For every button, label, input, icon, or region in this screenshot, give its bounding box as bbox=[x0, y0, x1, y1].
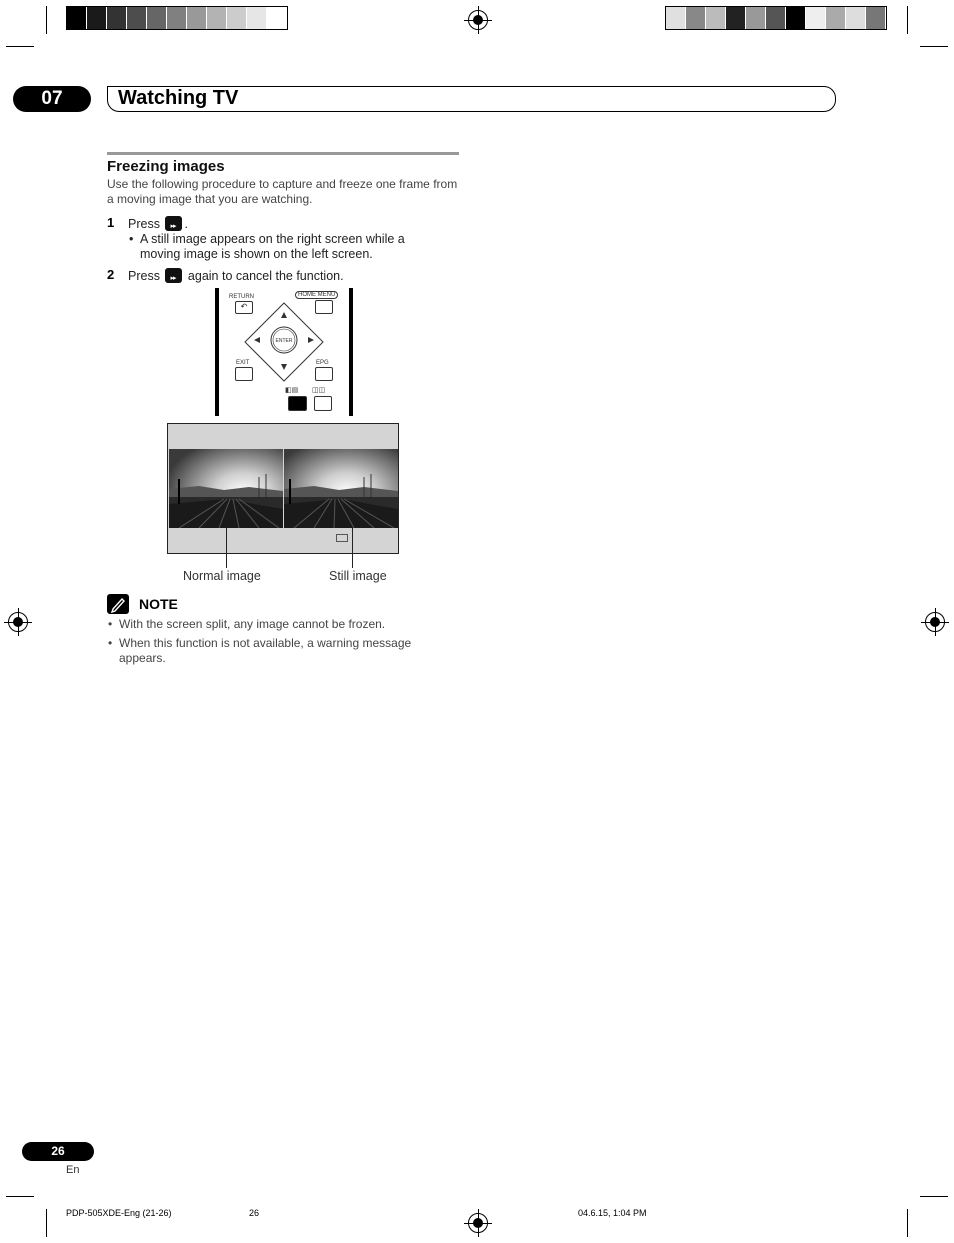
normal-image-panel bbox=[169, 449, 283, 528]
still-image-caption: Still image bbox=[329, 569, 387, 583]
registration-mark-icon bbox=[925, 612, 945, 632]
remote-edge bbox=[215, 288, 219, 416]
still-image-panel bbox=[284, 449, 398, 528]
step-press-label: Press bbox=[128, 217, 160, 231]
note-item-text: When this function is not available, a warning message appears. bbox=[119, 636, 412, 665]
page-number: 26 bbox=[22, 1142, 94, 1161]
footer-page: 26 bbox=[249, 1208, 260, 1218]
freeze-key bbox=[288, 396, 307, 411]
freeze-indicator-icon bbox=[336, 534, 348, 542]
normal-image-caption: Normal image bbox=[183, 569, 261, 583]
remote-edge bbox=[349, 288, 353, 416]
epg-label: EPG bbox=[316, 360, 329, 366]
direction-pad bbox=[242, 300, 326, 384]
step-1-bullet: A still image appears on the right screen while a moving image is shown on the left screen. bbox=[140, 232, 405, 261]
remote-control-illustration bbox=[215, 288, 353, 416]
registration-mark-icon bbox=[468, 10, 488, 30]
return-label: RETURN bbox=[229, 294, 254, 300]
step-1-text bbox=[128, 216, 188, 232]
footer-date: 04.6.15, 1:04 PM bbox=[578, 1208, 647, 1218]
section-intro: Use the following procedure to capture and freeze one frame from a moving image that you are watching. bbox=[107, 177, 458, 206]
page-language: En bbox=[66, 1164, 80, 1176]
step-number: 1 bbox=[107, 215, 115, 230]
enter-label: ENTER bbox=[275, 338, 293, 344]
gray-scale-bar-right bbox=[665, 6, 887, 30]
step-press-label: Press bbox=[128, 269, 160, 283]
crop-mark bbox=[46, 1209, 47, 1237]
exit-key bbox=[235, 367, 253, 381]
section-rule bbox=[107, 152, 459, 155]
note-title: NOTE bbox=[139, 596, 178, 612]
normal-image-leader bbox=[226, 528, 227, 568]
crop-mark bbox=[920, 1196, 948, 1197]
epg-key bbox=[315, 367, 333, 381]
exit-label: EXIT bbox=[236, 360, 250, 366]
crop-mark bbox=[46, 6, 47, 34]
crop-mark bbox=[907, 1209, 908, 1237]
step-suffix: . bbox=[184, 217, 188, 231]
freeze-symbol-icon: ◧▤ bbox=[285, 387, 299, 394]
crop-mark bbox=[6, 46, 34, 47]
freeze-button-icon bbox=[165, 216, 182, 231]
crop-mark bbox=[907, 6, 908, 34]
step-2-text bbox=[128, 268, 344, 284]
freeze-button-icon bbox=[165, 268, 182, 283]
registration-mark-icon bbox=[8, 612, 28, 632]
section-title: Freezing images bbox=[107, 158, 225, 175]
note-item-text: With the screen split, any image cannot be frozen. bbox=[119, 617, 386, 631]
crop-mark bbox=[6, 1196, 34, 1197]
split-key bbox=[314, 396, 332, 411]
bullet-dot: • bbox=[129, 232, 134, 246]
footer-file: PDP-505XDE-Eng (21-26) bbox=[66, 1208, 172, 1218]
split-symbol-icon: ◫◫ bbox=[312, 387, 326, 394]
registration-mark-icon bbox=[468, 1213, 488, 1233]
tv-screen-illustration bbox=[167, 423, 399, 554]
chapter-title: Watching TV bbox=[118, 87, 239, 109]
crop-mark bbox=[920, 46, 948, 47]
step-number: 2 bbox=[107, 267, 115, 282]
home-menu-label: HOME MENU bbox=[295, 291, 338, 299]
return-key: ↶ bbox=[235, 301, 253, 314]
note-pencil-icon bbox=[107, 594, 129, 614]
still-image-leader bbox=[352, 528, 353, 568]
gray-scale-bar-left bbox=[66, 6, 288, 30]
step-suffix: again to cancel the function. bbox=[187, 269, 344, 283]
chapter-number: 07 bbox=[13, 86, 91, 112]
